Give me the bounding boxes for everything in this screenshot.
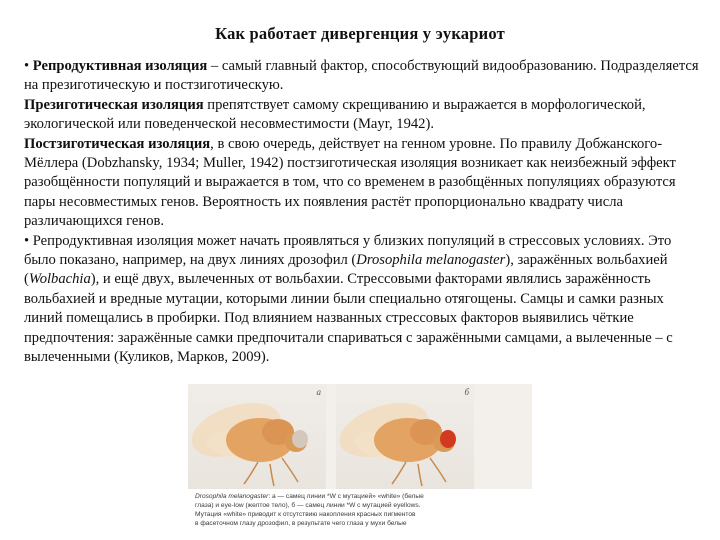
caption-line-3: Мутация «white» приводит к отсутствию накопления красных пигментов	[195, 511, 416, 518]
caption-line-4: в фасеточном глазу дрозофил, в результате чего глаза у мухи белые	[195, 520, 407, 527]
term-prezygotic-isolation: Презиготическая изоляция	[24, 96, 204, 113]
fly-red-eye-image	[336, 384, 474, 489]
photo-label-a: а	[316, 387, 321, 397]
term-postzygotic-isolation: Постзиготическая изоляция	[24, 135, 211, 152]
drosophila-figure	[188, 384, 532, 489]
caption-line-2: глаза) и eye-low (желтое тело), б — самец линии *W с мутацией eyellows.	[195, 502, 421, 509]
paragraph-prezygotic: Презиготическая изоляция препятствует самому скрещиванию и выражается в морфологической, экологической или поведенческой несовместимости (Mayr, 1942).	[24, 96, 646, 133]
species-name: Drosophila melanogaster	[356, 252, 506, 269]
paragraph-reproductive-isolation: • Репродуктивная изоляция – самый главный фактор, способствующий видообразованию. Подразделяется на презиготическую и постзиготическую.	[24, 58, 699, 94]
white-eye	[292, 430, 308, 448]
bacteria-name: Wolbachia	[28, 271, 91, 288]
term-reproductive-isolation: Репродуктивная изоляция	[32, 58, 208, 74]
fly-white-eye-image	[188, 384, 326, 489]
red-eye	[440, 430, 456, 448]
page-title: Как работает дивергенция у эукариот	[215, 24, 505, 43]
paragraph-postzygotic: Постзиготическая изоляция, в свою очередь, действует на генном уровне. По правилу Добжанского-Мёллера (Dobzhansky, 1934; Muller, 1942) постзиготическая изоляция возникает как неизбежный эффект разобщённости популяций и выражается в том, что со временем в разобщённых популяциях образуются пары несовместимых генов. Вероятность их появления растёт пропорционально квадрату числа различающихся генов.	[24, 135, 676, 230]
photo-label-b: б	[464, 387, 469, 397]
photo-fly-red-eye	[336, 384, 474, 489]
paragraph-drosophila-experiment: • Репродуктивная изоляция может начать проявляться у близких популяций в стрессовых условиях. Это было показано, например, на двух линиях дрозофил (Drosophila melanogaster), заражённых вольбахией (Wolbachia), и ещё двух, вылеченных от вольбахии. Стрессовыми факторами являлись заражённость вольбахией и вредные мутации, которыми линии были специально отягощены. Самцы и самки разных линий помещались в пробирки. Под влиянием названных стрессовых факторов выявились чёткие предпочтения: заражённые самки предпочитали спариваться с заражёнными самцами, а вылеченные – с вылеченными (Куликов, Марков, 2009).	[24, 232, 673, 366]
figure-caption	[195, 492, 535, 528]
main-text	[24, 57, 704, 368]
caption-line-1: Drosophila melanogaster: а — самец линии *W с мутацией» «white» (белые	[195, 493, 424, 500]
photo-fly-white-eye	[188, 384, 326, 489]
